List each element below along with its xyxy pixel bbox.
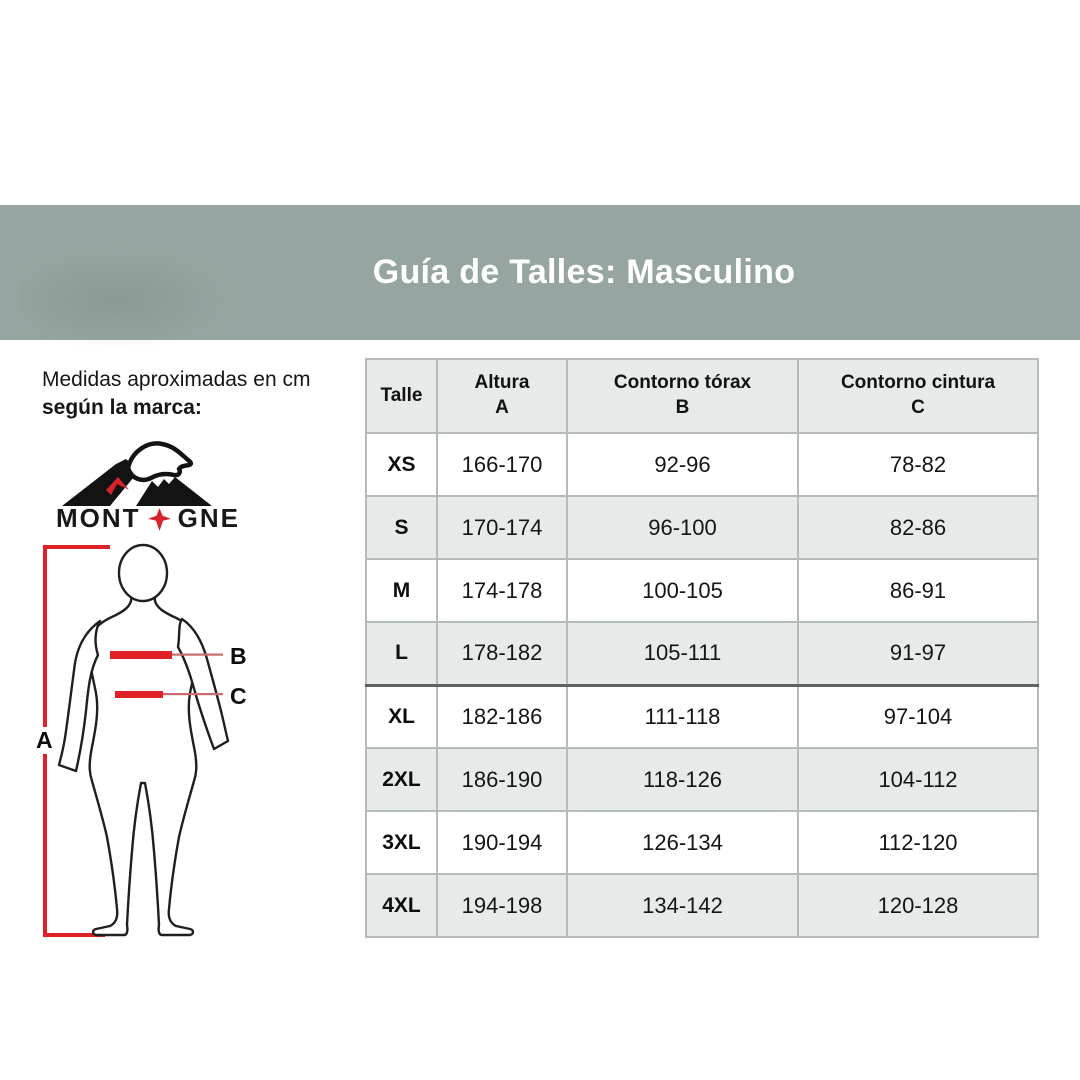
figure-label-b: B (230, 643, 247, 669)
altura-cell: 194-198 (437, 874, 567, 937)
torax-cell: 105-111 (567, 622, 798, 685)
header-line: Contorno tórax (613, 372, 752, 394)
header-line: B (675, 397, 690, 418)
torax-cell: 126-134 (567, 811, 798, 874)
chest-measure-bar (110, 651, 172, 659)
altura-cell: 182-186 (437, 685, 567, 748)
body-outline (59, 545, 228, 935)
altura-cell: 190-194 (437, 811, 567, 874)
cintura-cell: 78-82 (798, 433, 1038, 496)
table-row (366, 622, 1038, 685)
altura-cell: 178-182 (437, 622, 567, 685)
header-line: Altura (474, 372, 530, 394)
cintura-cell: 82-86 (798, 496, 1038, 559)
altura-cell: 166-170 (437, 433, 567, 496)
cintura-cell: 97-104 (798, 685, 1038, 748)
cintura-cell: 86-91 (798, 559, 1038, 622)
body-measurement-diagram (30, 535, 260, 945)
torax-cell: 100-105 (567, 559, 798, 622)
montagne-logo (52, 436, 244, 533)
col-header-talle (366, 359, 437, 433)
head-shape (119, 545, 167, 601)
table-row (366, 748, 1038, 811)
altura-cell: 174-178 (437, 559, 567, 622)
title-band (0, 205, 1080, 340)
torax-cell: 134-142 (567, 874, 798, 937)
cintura-cell: 112-120 (798, 811, 1038, 874)
page-title: Guía de Talles: Masculino (372, 253, 796, 291)
cintura-cell: 91-97 (798, 622, 1038, 685)
header-line: C (911, 397, 925, 418)
size-cell: XL (366, 685, 437, 748)
altura-cell: 170-174 (437, 496, 567, 559)
torax-cell: 118-126 (567, 748, 798, 811)
brand-text-prefix: MONT (56, 503, 141, 533)
table-row (366, 496, 1038, 559)
eagle-head-shape (128, 443, 191, 479)
chest-leader-line (172, 654, 223, 656)
waist-leader-line (163, 693, 223, 695)
table-row (366, 433, 1038, 496)
table-row (366, 559, 1038, 622)
table-row (366, 874, 1038, 937)
cintura-cell: 120-128 (798, 874, 1038, 937)
size-cell: XS (366, 433, 437, 496)
col-header-cintura (798, 359, 1038, 433)
header-line: Talle (380, 384, 423, 406)
size-cell: 2XL (366, 748, 437, 811)
cintura-cell: 104-112 (798, 748, 1038, 811)
size-table (365, 358, 1039, 938)
figure-label-c: C (230, 683, 247, 709)
measure-note (42, 366, 310, 422)
torax-cell: 92-96 (567, 433, 798, 496)
col-header-altura (437, 359, 567, 433)
altura-cell: 186-190 (437, 748, 567, 811)
table-header-row (366, 359, 1038, 433)
size-cell: 4XL (366, 874, 437, 937)
waist-measure-bar (115, 691, 163, 698)
col-header-torax (567, 359, 798, 433)
red-star-icon (148, 508, 171, 531)
size-cell: 3XL (366, 811, 437, 874)
size-cell: L (366, 622, 437, 685)
table-row (366, 811, 1038, 874)
torax-cell: 96-100 (567, 496, 798, 559)
header-line: A (495, 397, 509, 418)
table-row (366, 685, 1038, 748)
size-cell: M (366, 559, 437, 622)
torax-cell: 111-118 (567, 685, 798, 748)
eagle-mountain-icon (52, 436, 242, 508)
note-line1: Medidas aproximadas en cm (42, 368, 311, 391)
brand-wordmark (56, 503, 240, 534)
note-line2: según la marca: (42, 396, 202, 419)
size-cell: S (366, 496, 437, 559)
figure-label-a: A (33, 727, 56, 754)
header-line: Contorno cintura (840, 372, 996, 394)
brand-text-suffix: GNE (177, 503, 240, 533)
